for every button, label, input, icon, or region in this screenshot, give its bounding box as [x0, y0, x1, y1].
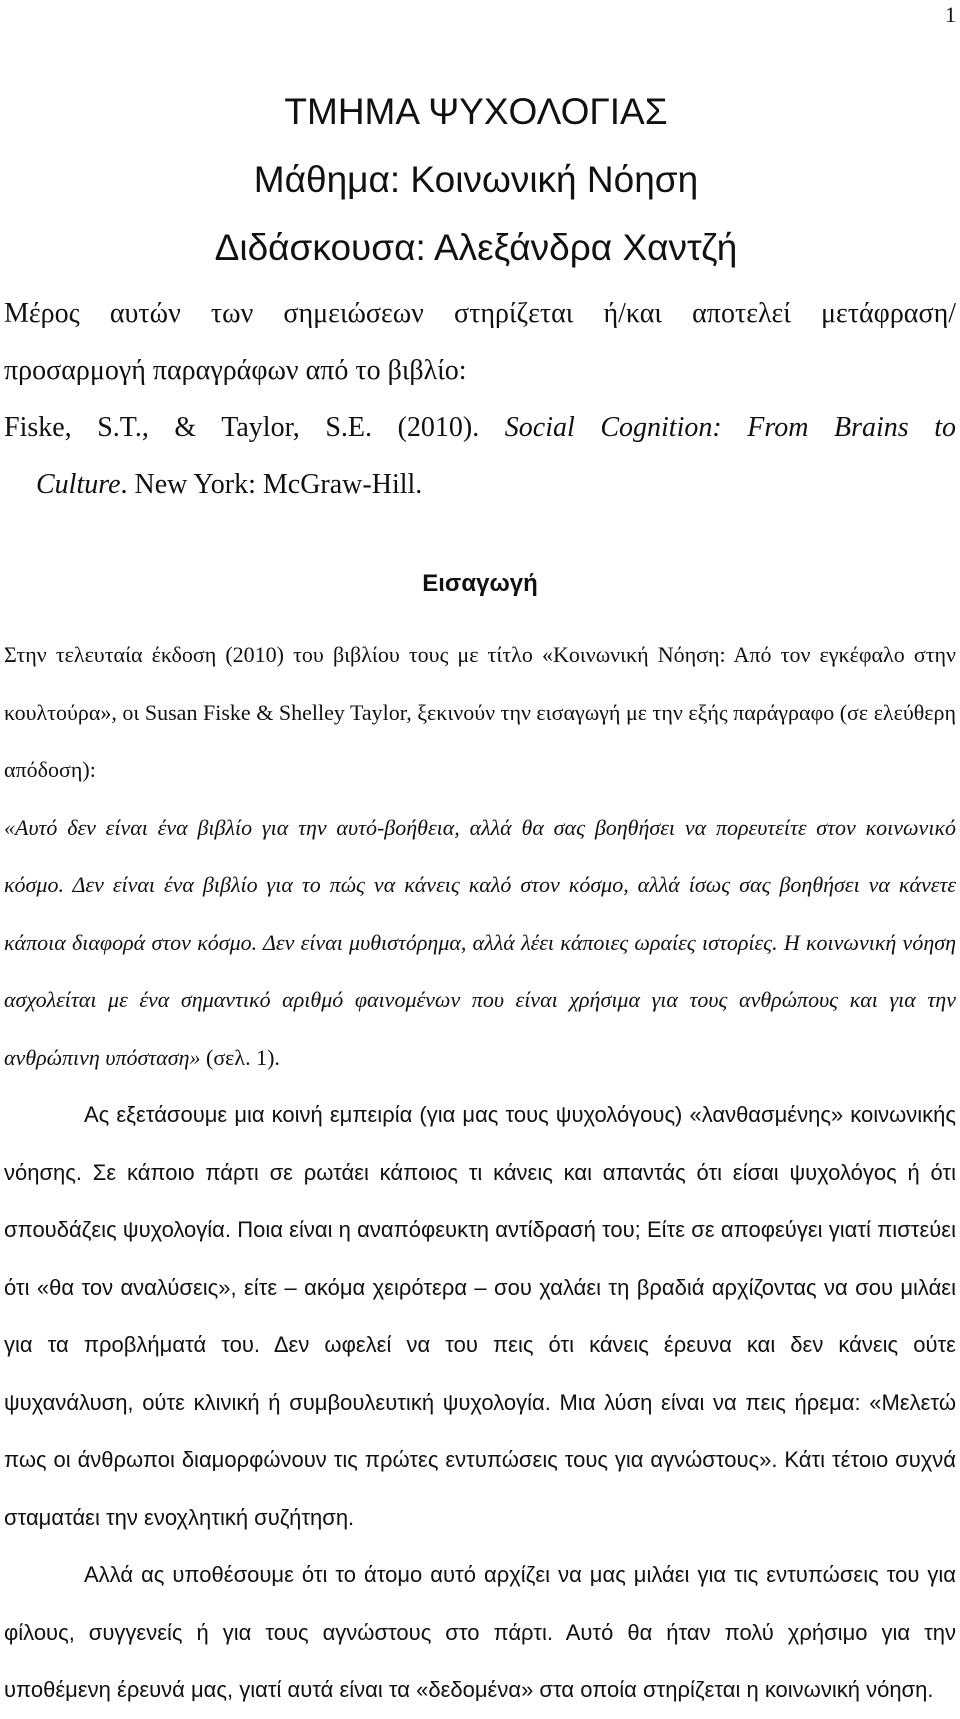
instructor-name: Διδάσκουσα: Αλεξάνδρα Χαντζή [214, 227, 738, 268]
citation [4, 399, 956, 456]
citation-title-1: Social Cognition: From Brains to [504, 412, 956, 443]
paragraph-impressions: Αλλά ας υποθέσουμε ότι το άτομο αυτό αρχίζει να μας μιλάει για τις εντυπώσεις του για φίλους, συγγενείς ή για τους αγνώστους στο πάρτι. Αυτό θα ήταν πολύ χρήσιμο για την υποθέμενη έρευνά μας, γιατί αυτά είναι τα «δεδομένα» στα οποία στηρίζεται η κοινωνική νόηση. [4, 1562, 956, 1702]
paragraph-intro [4, 626, 956, 1086]
intro-text: Στην τελευταία έκδοση (2010) του βιβλίου τους με τίτλο «Κοινωνική Νόηση: Από τον εγκέφαλο στην κουλτούρα», οι Susan Fiske & Shelley Taylor, ξεκινούν την εισαγωγή με την εξής παράγραφο (σε ελεύθερη απόδοση): [4, 642, 956, 782]
quote-page-ref: (σελ. 1). [200, 1044, 280, 1070]
citation-publisher: . New York: McGraw-Hill. [120, 469, 423, 500]
course-title: Μάθημα: Κοινωνική Νόηση [253, 159, 699, 200]
paragraph-party: Ας εξετάσουμε μια κοινή εμπειρία (για μας τους ψυχολόγους) «λανθασμένης» κοινωνικής νόησης. Σε κάποιο πάρτι σε ρωτάει κάποιος τι κάνεις και απαντάς ότι είσαι ψυχολόγος ή ότι σπουδάζεις ψυχολογία. Ποια είναι η αναπόφευκτη αντίδρασή του; Είτε σε αποφεύγει γιατί πιστεύει ότι «θα τον αναλύσεις», είτε – ακόμα χειρότερα – σου χαλάει τη βραδιά αρχίζοντας να σου μιλάει για τα προβλήματά του. Δεν ωφελεί να του πεις ότι κάνεις έρευνα και δεν κάνεις ούτε ψυχανάλυση, ούτε κλινική ή συμβουλευτική ψυχολογία. Μια λύση είναι να πεις ήρεμα: «Μελετώ πως οι άνθρωποι διαμορφώνουν τις πρώτες εντυπώσεις τους για αγνώστους». Κάτι τέτοιο συχνά σταματάει την ενοχλητική συζήτηση. [4, 1102, 956, 1530]
page-number: 1 [945, 2, 956, 27]
source-line-1: Μέρος αυτών των σημειώσεων στηρίζεται ή/και αποτελεί μετάφραση/ [4, 298, 956, 329]
body-text [4, 626, 956, 1719]
source-line-2: προσαρμογή παραγράφων από το βιβλίο: [4, 355, 467, 386]
section-title: Εισαγωγή [422, 570, 538, 597]
document-header [0, 78, 956, 282]
citation-authors: Fiske, S.T., & Taylor, S.E. (2010). [4, 412, 505, 443]
citation-title-2: Culture [36, 469, 121, 500]
book-quote: «Αυτό δεν είναι ένα βιβλίο για την αυτό-βοήθεια, αλλά θα σας βοηθήσει να πορευτείτε στον κοινωνικό κόσμο. Δεν είναι ένα βιβλίο για το πώς να κάνεις καλό στον κόσμο, αλλά ίσως σας βοηθήσει να κάνετε κάποια διαφορά στον κόσμο. Δεν είναι μυθιστόρημα, αλλά λέει κάποιες ωραίες ιστορίες. Η κοινωνική νόηση ασχολείται με ένα σημαντικό αριθμό φαινομένων που είναι χρήσιμα για τους ανθρώπους και για την ανθρώπινη υπόσταση» [4, 814, 956, 1070]
source-note [4, 285, 956, 513]
citation-continued [4, 456, 956, 513]
department-title: ΤΜΗΜΑ ΨΥΧΟΛΟΓΙΑΣ [284, 91, 668, 132]
